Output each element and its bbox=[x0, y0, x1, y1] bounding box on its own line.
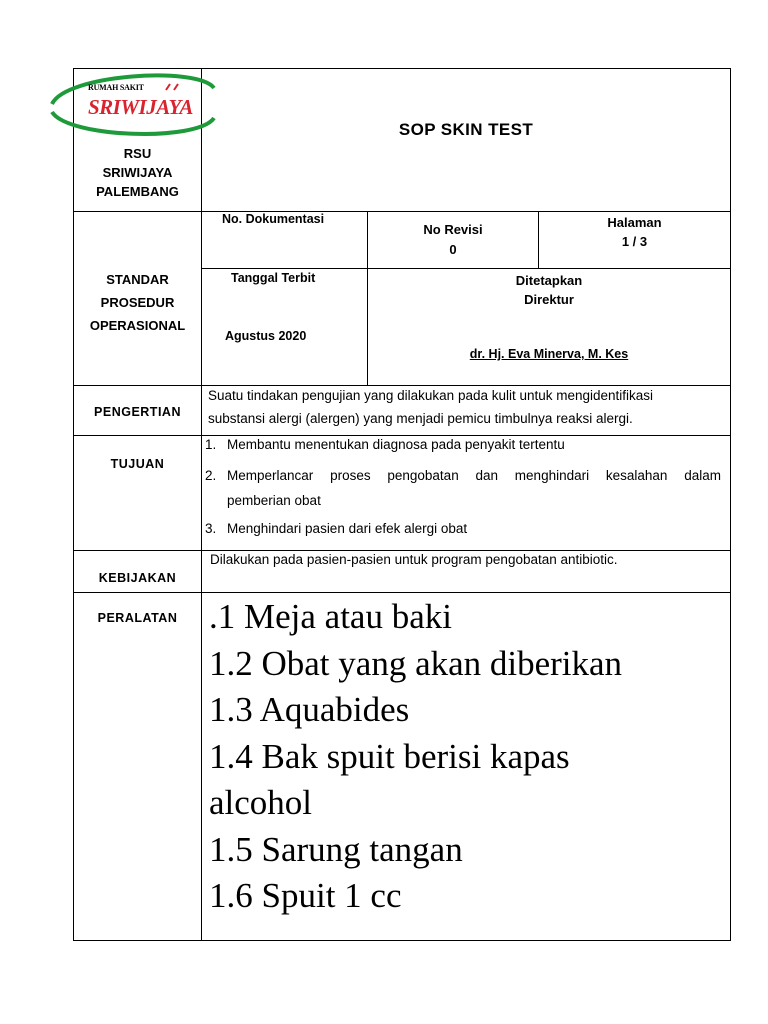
pengertian-line-1: Suatu tindakan pengujian yang dilakukan pada kulit untuk mengidentifikasi bbox=[208, 388, 654, 403]
doc-number-label: No. Dokumentasi bbox=[222, 212, 325, 226]
sop-label-line-2: PROSEDUR bbox=[100, 295, 175, 310]
divider-kebijakan bbox=[73, 592, 731, 593]
tujuan-item-2 bbox=[205, 463, 721, 513]
sop-label-line-1: STANDAR bbox=[106, 272, 169, 287]
peralatan-label: PERALATAN bbox=[97, 611, 178, 625]
table-border-right bbox=[730, 68, 731, 941]
peralatan-line-7: 1.6 Spuit 1 cc bbox=[209, 876, 402, 915]
tujuan-item-3 bbox=[205, 518, 721, 540]
peralatan-line-2: 1.2 Obat yang akan diberikan bbox=[209, 643, 623, 683]
revision-value: 0 bbox=[449, 242, 457, 257]
page-label: Halaman bbox=[607, 215, 662, 230]
tujuan-item-1-text: Membantu menentukan diagnosa pada penyakit tertentu bbox=[227, 437, 565, 452]
approval-cell bbox=[368, 271, 730, 309]
tujuan-item-2-cont: pemberian obat bbox=[227, 493, 321, 508]
issued-date-label: Tanggal Terbit bbox=[231, 271, 316, 285]
peralatan-list bbox=[209, 594, 729, 920]
sop-label-line-3: OPERASIONAL bbox=[89, 318, 186, 333]
approved-role: Direktur bbox=[524, 292, 574, 307]
peralatan-line-5: alcohol bbox=[209, 783, 313, 822]
hospital-line-3: PALEMBANG bbox=[96, 184, 179, 199]
divider-header bbox=[73, 211, 731, 212]
tujuan-item-1-num: 1. bbox=[205, 437, 217, 452]
page-value: 1 / 3 bbox=[621, 234, 648, 249]
divider-meta-row bbox=[201, 268, 731, 269]
column-divider bbox=[201, 68, 202, 941]
pengertian-text bbox=[208, 384, 728, 430]
approved-name: dr. Hj. Eva Minerva, M. Kes bbox=[469, 347, 629, 361]
kebijakan-label: KEBIJAKAN bbox=[98, 571, 177, 585]
kebijakan-text: Dilakukan pada pasien-pasien untuk program pengobatan antibiotic. bbox=[210, 552, 618, 567]
hospital-line-1: RSU bbox=[123, 146, 152, 161]
peralatan-line-1: .1 Meja atau baki bbox=[209, 597, 452, 636]
peralatan-line-3: 1.3 Aquabides bbox=[209, 690, 410, 729]
approved-label: Ditetapkan bbox=[515, 273, 583, 288]
sop-label bbox=[74, 268, 201, 337]
revision-label: No Revisi bbox=[423, 222, 483, 237]
tujuan-item-3-num: 3. bbox=[205, 521, 217, 536]
table-border-bottom bbox=[73, 940, 731, 941]
tujuan-item-2-text: Memperlancar proses pengobatan dan menghindari kesalahan dalam bbox=[227, 468, 721, 483]
peralatan-line-6: 1.5 Sarung tangan bbox=[209, 829, 463, 869]
logo-brand: SRIWIJAYA bbox=[88, 95, 193, 119]
issued-date-value: Agustus 2020 bbox=[225, 329, 307, 343]
hospital-name bbox=[74, 144, 201, 201]
hospital-line-2: SRIWIJAYA bbox=[102, 165, 173, 180]
page-cell bbox=[539, 213, 730, 251]
pengertian-line-2: substansi alergi (alergen) yang menjadi pemicu timbulnya reaksi alergi. bbox=[208, 411, 633, 426]
peralatan-line-4: 1.4 Bak spuit berisi kapas bbox=[209, 736, 570, 776]
tujuan-item-2-num: 2. bbox=[205, 468, 217, 483]
hospital-logo bbox=[48, 68, 218, 140]
revision-cell bbox=[368, 220, 538, 260]
pengertian-label: PENGERTIAN bbox=[94, 405, 181, 419]
divider-kebijakan-text bbox=[201, 550, 679, 551]
tujuan-item-1 bbox=[205, 434, 721, 456]
logo-top-text: RUMAH SAKIT bbox=[88, 83, 144, 92]
tujuan-label: TUJUAN bbox=[110, 457, 165, 471]
page-title: SOP SKIN TEST bbox=[398, 120, 534, 139]
tujuan-item-3-text: Menghindari pasien dari efek alergi obat bbox=[227, 521, 468, 536]
